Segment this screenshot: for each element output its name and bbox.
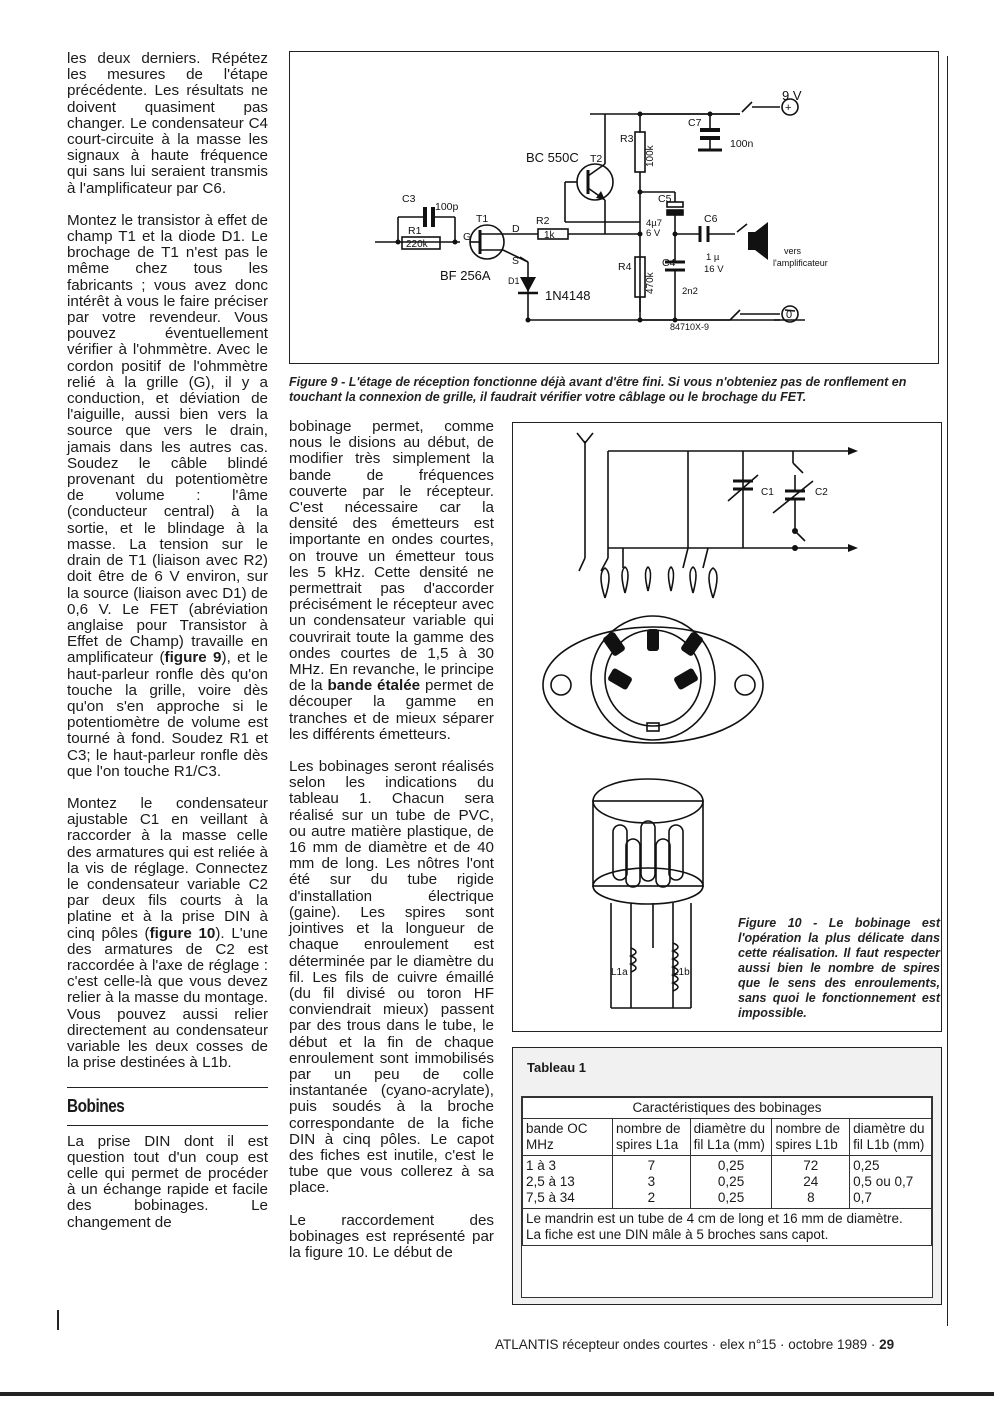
text-span: Montez le transistor à effet de champ T1 et la diode D1. Le brochage de T1 n'est pas le même chez tous les fabricants ; vous avez donc intérêt à vous le faire préciser par votre revendeur. Vous pouvez éventuellement vérifier à l'ohmmètre. Avec le cordon positif de l'ohmmètre relié à la grille (G), il y a conduction, et déviation de l'aiguille, aussi bien vers la source que vers le drain, jamais dans les autres cas. Soudez le câble blindé provenant du potentiomètre de volume : l'âme (conducteur central) à la sortie, et le blindage à la masse. La tension sur le drain de T1 (liaison avec R2) doit être de 6 V environ, sur la source (liaison avec D1) de 0,6 V. Le FET (abréviation anglaise pour Transistor à Effet de Champ) travaille en amplificateur ( [67,211,268,667]
column-header: nombre de spires L1a [612,1119,690,1156]
label-supply: 9 V [782,88,802,103]
text-span: Montez le condensateur ajustable C1 en veillant à raccorder à la masse celle des armatures qui est reliée à la vis de réglage. Connectez le condensateur variable C2 par deux fils courts à la platine et à la prise DIN à cinq pôles ( [67,794,268,942]
label-r2-value: 1k [544,230,555,241]
table-header: Caractéristiques des bobinages [523,1098,932,1119]
label-c5-value1: 4µ7 [646,218,663,229]
table-cell: 7 3 2 [612,1156,690,1209]
label-c4-value: 2n2 [682,286,698,297]
label-amplificateur: l'amplificateur [773,258,828,268]
table-cell: 0,25 0,25 0,25 [690,1156,772,1209]
label-gate: G [463,231,472,243]
column-header: diamètre du fil L1b (mm) [850,1119,932,1156]
page-number: 29 [879,1337,895,1352]
label-r1-value: 220k [406,239,428,250]
label-c6-value2: 16 V [704,264,724,275]
page-footer [495,1337,894,1352]
table-note: Le mandrin est un tube de 4 cm de long et 16 mm de diamètre. La fiche est une DIN mâle à 5 broches sans capot. [523,1209,932,1246]
label-source: S [512,255,520,267]
section-heading: Bobines [67,1096,125,1117]
table-title: Tableau 1 [527,1060,587,1075]
paragraph: Le raccordement des bobinages est représenté par la figure 10. Le début de [289,1211,494,1261]
label-t1: T1 [476,213,489,225]
table-row [523,1156,932,1209]
label-r1: R1 [408,225,422,237]
footer-text: ATLANTIS récepteur ondes courtes · elex n°15 · octobre 1989 · [495,1337,880,1352]
label-c1: C1 [761,487,774,498]
label-c6-value1: 1 µ [706,252,720,263]
label-c5: C5 [658,193,672,205]
circuit-diagram [290,52,937,362]
figure-10-caption: Figure 10 - Le bobinage est l'opération la plus délicate dans cette réalisation. Il faut respecter aussi bien le nombre de spires que le sens des enroulements, sans quoi le fonctionnement est impossible. [738,916,940,1020]
table-1-box [512,1047,942,1305]
label-bc550c: BC 550C [526,150,579,165]
label-drain: D [512,223,520,235]
figure-9-schematic [289,51,939,364]
paragraph: Les bobinages seront réalisés selon les indications du tableau 1. Chacun sera réalisé sur un tube de PVC, ou autre matière plastique, de 16 mm de diamètre et de 40 mm de long. Les nôtres l'ont été sur du tube rigide d'installation électrique (gaine). Les spires sont jointives et la longueur de chaque enroulement est déterminée par le diamètre du fil. Les fils de cuivre émaillé (du fil divisé ou toron HF conviendrait mieux) passent par des trous dans le tube, le début et la fin de chaque enroulement sont immobilisés par un peu de colle instantanée (cyano-acrylate), puis soudés à la broche correspondante de la fiche DIN à cinq pôles. Le capot des fiches est inutile, c'est le tube que vous collerez à sa place. [289,758,494,1197]
label-l1a: L1a [611,967,628,978]
label-bf256a: BF 256A [440,268,491,283]
paragraph [67,796,268,1071]
table-cell: 0,25 0,5 ou 0,7 0,7 [850,1156,932,1209]
label-zero: 0 [786,309,793,321]
table-1 [521,1096,933,1298]
label-c7: C7 [688,117,702,129]
column-header: bande OC MHz [523,1119,613,1156]
label-c3-value: 100p [435,201,459,213]
margin-rule [57,1310,59,1330]
column-header: nombre de spires L1b [772,1119,850,1156]
figure-9-caption: Figure 9 - L'étage de réception fonctionne déjà avant d'être fini. Si vous n'obteniez pas de ronflement en touchant la connexion de grille, il faudrait vérifier votre câblage ou le brochage du FET. [289,375,907,404]
paragraph [67,213,268,780]
figure-ref: figure 10 [149,924,216,942]
right-margin-rule [947,56,948,1326]
table-cell: 1 à 3 2,5 à 13 7,5 à 34 [523,1156,613,1209]
text-span: permet de découper la gamme en tranches et de mieux séparer les différents émetteurs. [289,677,494,743]
section-divider [67,1125,268,1126]
figure-ref: figure 9 [164,649,222,667]
text-column-middle [289,419,494,1277]
paragraph: les deux derniers. Répétez les mesures de l'étape précédente. Les résultats ne doivent quasiment pas changer. Le condensateur C4 court-circuite à la masse les signaux à haute fréquence qui sans lui seraient transmis à l'amplificateur par C6. [67,50,268,197]
label-vers: vers [784,246,802,256]
label-c4: C4 [662,257,676,269]
section-divider [67,1087,268,1088]
label-l1b: L1b [673,967,690,978]
paragraph: La prise DIN dont il est question tout d'un coup est celle qui permet de procéder à un échange rapide et facile des bobinages. Le changement de [67,1132,268,1231]
text-column-left [67,51,268,1247]
label-c7-value: 100n [730,138,754,150]
text-span: ). L'une des armatures de C2 est raccordée à l'axe de réglage : c'est celle-là que vous devez relier à la masse du montage. Vous pouvez aussi relier directement au condensateur variable les deux cosses de la prise destinées à L1b. [67,924,268,1072]
label-t2: T2 [590,153,603,165]
label-c3: C3 [402,193,416,205]
text-span: ), et le haut-parleur ronfle dès qu'on touche la grille, voire dès qu'on s'en approche si le potentiomètre de volume est tourné à fond. Soudez R1 et C3; le haut-parleur ronfle dès que l'on touche R1/C3. [67,649,268,780]
label-r3-value: 100k [645,145,656,167]
label-r3: R3 [620,133,634,145]
table-cell: 72 24 8 [772,1156,850,1209]
label-1n4148: 1N4148 [545,288,591,303]
bold-term: bande étalée [327,677,421,695]
label-c2: C2 [815,487,828,498]
table-column-headers [523,1119,932,1156]
label-c6: C6 [704,213,718,225]
paragraph [289,419,494,743]
text-span: bobinage permet, comme nous le disions au début, de modifier très simplement la bande de fréquences couverte par le récepteur. C'est nécessaire car la densité des émetteurs est importante en ondes courtes, on trouve un émetteur tous les 5 kHz. Cette densité ne permettrait pas d'accorder précisément le récepteur avec un condensateur variable qui couvrirait toute la gamme des ondes courtes de 1,5 à 30 MHz. En revanche, le principe de la [289,418,494,695]
label-r2: R2 [536,215,550,227]
label-r4: R4 [618,261,632,273]
column-header: diamètre du fil L1a (mm) [690,1119,772,1156]
label-r4-value: 470k [645,272,656,294]
bottom-border [0,1392,994,1396]
label-code: 84710X-9 [670,322,710,332]
label-plus: + [785,102,792,114]
label-d1: D1 [508,276,520,286]
label-c5-value2: 6 V [646,228,661,239]
